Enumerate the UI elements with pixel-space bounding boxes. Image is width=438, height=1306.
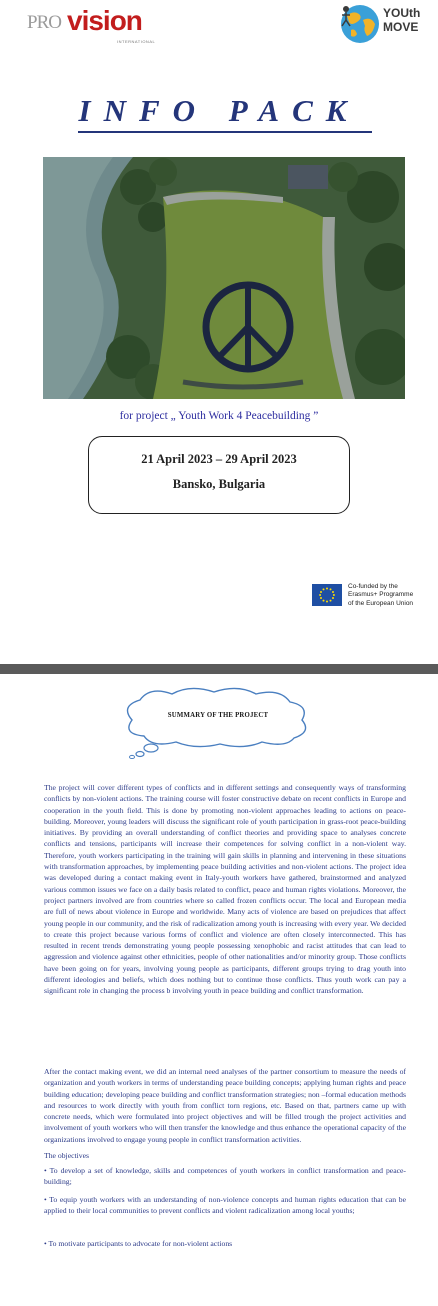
eu-line-2: Erasmus+ Programme <box>348 591 414 599</box>
eu-cofunded-text <box>348 583 438 608</box>
thought-cloud-shape <box>110 684 320 759</box>
page-separator <box>0 664 438 674</box>
objective-item: • To motivate participants to advocate for non-violent actions <box>44 1239 233 1248</box>
logo-vision-text: vision <box>67 5 142 36</box>
logo-international-text: INTERNATIONAL <box>117 39 156 44</box>
event-dates: 21 April 2023 – 29 April 2023 <box>141 452 297 466</box>
title-underline <box>78 131 372 133</box>
youth-move-logo <box>337 0 429 46</box>
logo-youth-text: YOUth <box>383 6 421 20</box>
logo-pro-text: PRO <box>27 12 61 33</box>
provision-logo <box>27 6 167 44</box>
globe-icon <box>337 0 383 46</box>
logo-move-text: MOVE <box>383 20 419 34</box>
summary-paragraph-1: The project will cover different types of conflicts and in different settings and consequently ways of transforming conflicts by non-violent actions. The training course will foster constructive debate on recent conflicts in Europe and cooperation in the youth field. This is done by promoting non-violent approaches leading to actions on peace-building. Moreover, young leaders will discuss the significant role of youth participation in grass-root peace-building initiatives. By providing an overall understanding of conflict theories and providing space to analyses concrete conflicts and tensions, participants will increase their competences for solving conflict in a non-violent way. Therefore, youth workers participating in the training will gain skills in planning and intervening in these situations with transformation approaches, by implementing peace building activities and non-violent actions. The project idea was developed during a contact making event in Italy-youth workers have gathered, brainstormed and analyzed various common issues we face on a daily basis related to conflict, peace and human rights violations. Moreover, the project partners involved are from countries where so called frozen conflicts occur. The local and European media are full of news about violence in Europe and worldwide. Many acts of violence are based on prejudices that affect young people in our community, and the risk of radicalization among youth is increasing with every year. We decided to create this project because various forms of conflict and violence are often closely interconnected. This has resulted in recent trends demonstrating young people possessing xenophobic and racist attitudes that can lead to aggression and violence against other ethnicities, people of other nationalities and/or minority group. Those conflicts have been going on for years, involving young people as participants, different groups trying to drag youth into different ideologies and beliefs, which does nothing but to continue those conflicts. Thus youth work can pay a significant role in changing the process b involving youth in peace building and conflict transformation. <box>44 783 406 996</box>
eu-flag-icon <box>312 584 342 606</box>
eu-line-3: of the European Union <box>348 599 414 607</box>
objectives-heading: The objectives <box>44 1151 90 1160</box>
summary-paragraph-2: After the contact making event, we did an internal need analyses of the partner consortium to measure the needs of organization and youth workers in terms of understanding peace building concepts; applying human rights and peace building education; developing peace building and conflict transformation strategies; non –formal education methods and resources to work directly with youth from conflict torn regions, etc. Based on that, partners came up with concrete needs, which were formulated into project objectives and will be filled trough the project activities and involvement of youth workers who will then transfer the knowledge and thus enhance the operational capacity of the organizations involved to engage young people in conflict transformation activities. <box>44 1067 406 1144</box>
aerial-peace-sign-photo <box>43 157 405 399</box>
eu-line-1: Co-funded by the <box>348 583 398 590</box>
page-title: INFO PACK <box>78 93 360 128</box>
page-two <box>0 674 438 1306</box>
objective-item: • To develop a set of knowledge, skills and competences of youth workers in conflict transformation and peace-building; <box>44 1166 406 1187</box>
dates-place-box <box>88 436 350 514</box>
event-location: Bansko, Bulgaria <box>172 477 266 491</box>
summary-heading: SUMMARY OF THE PROJECT <box>167 712 269 719</box>
objective-item: • To equip youth workers with an understanding of non-violence concepts and human rights education that can be applied to their local communities to prevent conflicts and violent radicalization among local youths; <box>44 1195 406 1216</box>
project-name-line: for project „ Youth Work 4 Peacebuilding ” <box>119 410 319 422</box>
